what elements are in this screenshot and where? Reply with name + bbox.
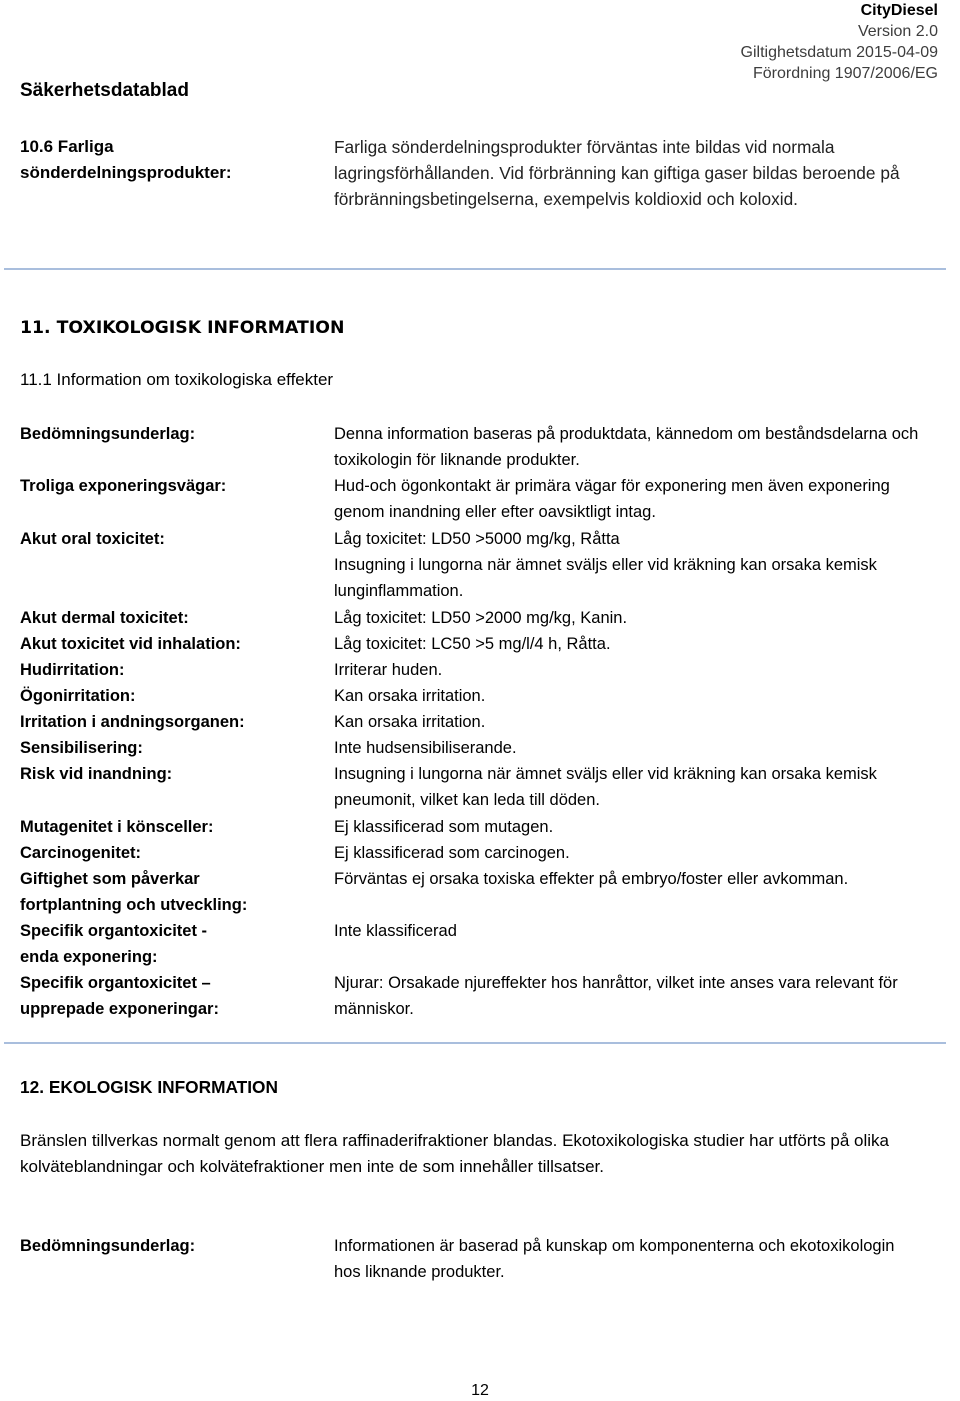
row-label-exponeringsvagar: Troliga exponeringsvägar:	[20, 477, 227, 495]
row-label-bedomningsunderlag: Bedömningsunderlag:	[20, 425, 196, 443]
row-value-akut-inhalation: Låg toxicitet: LC50 >5 mg/l/4 h, Råtta.	[334, 635, 611, 653]
section-10-6-label-line2: sönderdelningsprodukter:	[20, 163, 232, 182]
regulation: Förordning 1907/2006/EG	[752, 65, 938, 82]
row-label-hudirritation: Hudirritation:	[20, 661, 125, 679]
row-value-eko-bedomningsunderlag: Informationen är baserad på kunskap om komponenterna och ekotoxikologin hos liknande produkter.	[334, 1237, 895, 1281]
document-header	[741, 0, 938, 84]
row-value-akut-dermal: Låg toxicitet: LD50 >2000 mg/kg, Kanin.	[334, 609, 628, 627]
row-value-akut-oral: Låg toxicitet: LD50 >5000 mg/kg, Råtta	[334, 530, 620, 548]
row-label-ogonirritation: Ögonirritation:	[20, 687, 136, 705]
row-label-akut-oral: Akut oral toxicitet:	[20, 530, 165, 548]
product-name: CityDiesel	[860, 2, 938, 19]
section-12-paragraph: Bränslen tillverkas normalt genom att flera raffinaderifraktioner blandas. Ekotoxikologiska studier har utförts på olika kolväteblandningar och kolvätefraktioner men inte de som innehåller tillsatser.	[20, 1131, 890, 1176]
row-value-bedomningsunderlag: Denna information baseras på produktdata, kännedom om beståndsdelarna och toxikologin för liknande produkter.	[334, 425, 919, 469]
row-label-mutagenitet: Mutagenitet i könsceller:	[20, 818, 214, 836]
section-10-6-label	[20, 134, 320, 186]
section-11-1-subheading: 11.1 Information om toxikologiska effekter	[20, 370, 334, 389]
row-value-stot-enda: Inte klassificerad	[334, 922, 457, 940]
row-value-mutagenitet: Ej klassificerad som mutagen.	[334, 818, 554, 836]
section-10-6-label-line1: 10.6 Farliga	[20, 137, 114, 156]
row-value-carcinogenitet: Ej klassificerad som carcinogen.	[334, 844, 570, 862]
row-value-ogonirritation: Kan orsaka irritation.	[334, 687, 486, 705]
row-label-sensibilisering: Sensibilisering:	[20, 739, 143, 757]
row-label-risk-inandning: Risk vid inandning:	[20, 765, 173, 783]
row-label-akut-inhalation: Akut toxicitet vid inhalation:	[20, 635, 241, 653]
row-value-stot-upprepade: Njurar: Orsakade njureffekter hos hanråttor, vilket inte anses vara relevant för människor.	[334, 974, 898, 1018]
version: Version 2.0	[857, 23, 938, 40]
divider	[4, 268, 946, 270]
row-label-eko-bedomningsunderlag: Bedömningsunderlag:	[20, 1237, 196, 1255]
row-value-hudirritation: Irriterar huden.	[334, 661, 443, 679]
row-label-carcinogenitet: Carcinogenitet:	[20, 844, 142, 862]
row-value-akut-oral-note: Insugning i lungorna när ämnet sväljs eller vid kräkning kan orsaka kemisk lunginflammation.	[334, 556, 877, 600]
document-title: Säkerhetsdatablad	[20, 80, 189, 101]
section-12-heading: 12. EKOLOGISK INFORMATION	[20, 1077, 278, 1097]
section-11-heading	[20, 318, 344, 338]
row-label-stot-upprepade: Specifik organtoxicitet – upprepade exponeringar:	[20, 974, 219, 1018]
row-label-stot-enda: Specifik organtoxicitet - enda exponering:	[20, 922, 208, 966]
page-number: 12	[471, 1382, 489, 1399]
validity-date: Giltighetsdatum 2015-04-09	[740, 44, 938, 61]
row-value-reproduktion: Förväntas ej orsaka toxiska effekter på embryo/foster eller avkomman.	[334, 870, 849, 888]
row-label-reproduktion: Giftighet som påverkar fortplantning och utveckling:	[20, 870, 248, 914]
row-value-sensibilisering: Inte hudsensibiliserande.	[334, 739, 517, 757]
row-label-andningsorganen: Irritation i andningsorganen:	[20, 713, 245, 731]
row-label-akut-dermal: Akut dermal toxicitet:	[20, 609, 189, 627]
row-value-andningsorganen: Kan orsaka irritation.	[334, 713, 486, 731]
divider	[4, 1042, 946, 1044]
row-value-risk-inandning: Insugning i lungorna när ämnet sväljs eller vid kräkning kan orsaka kemisk pneumonit, vilket kan leda till döden.	[334, 765, 877, 809]
section-10-6-text: Farliga sönderdelningsprodukter förväntas inte bildas vid normala lagringsförhållanden. Vid förbränning kan giftiga gaser bildas beroende på förbränningsbetingelserna, exempelvis koldioxid och koloxid.	[334, 137, 900, 209]
section-11-heading-text: 11. TOXIKOLOGISK INFORMATION	[20, 318, 345, 338]
row-value-exponeringsvagar: Hud-och ögonkontakt är primära vägar för exponering men även exponering genom inandning eller efter oavsiktligt intag.	[334, 477, 890, 521]
